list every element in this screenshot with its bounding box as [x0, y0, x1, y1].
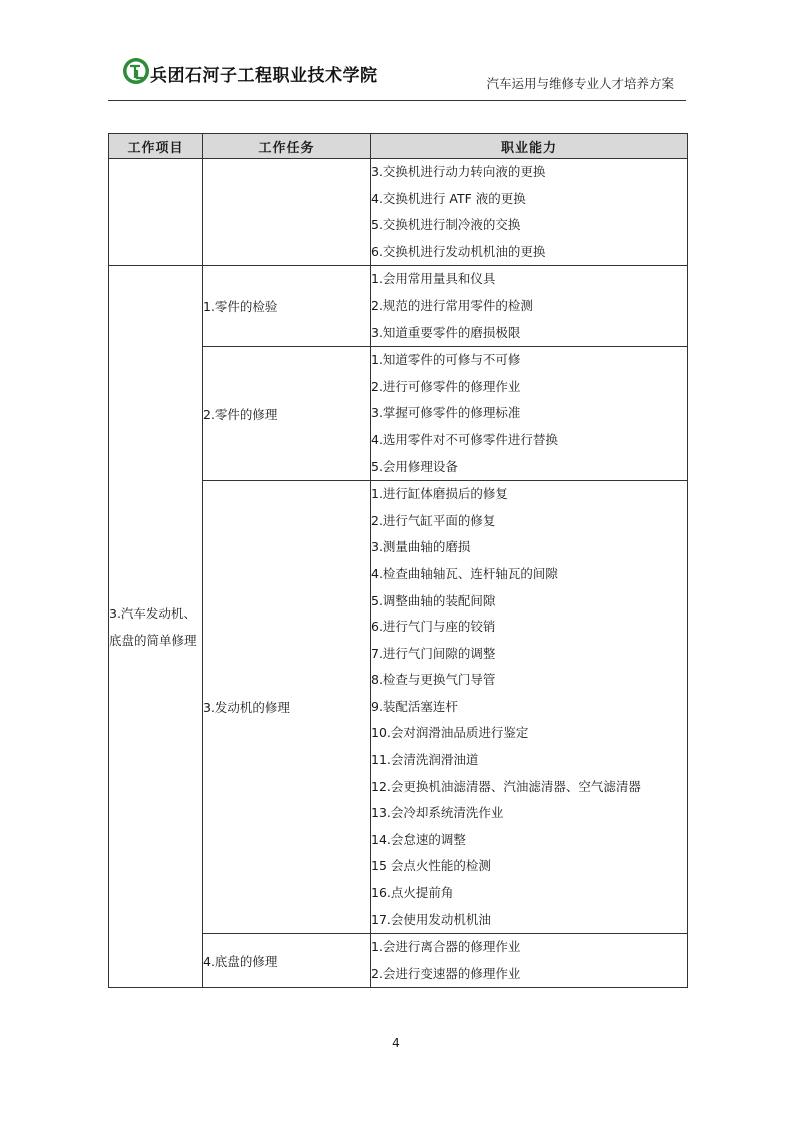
ability-item: 14.会怠速的调整 [371, 831, 466, 847]
ability-item: 2.会进行变速器的修理作业 [371, 965, 521, 981]
table-header-row [109, 134, 688, 159]
ability-item: 15 会点火性能的检测 [371, 858, 491, 874]
ability-cell [371, 347, 688, 481]
header-ability: 职业能力 [371, 134, 688, 159]
header-project: 工作项目 [109, 134, 203, 159]
ability-item: 1.会用常用量具和仪具 [371, 271, 496, 287]
ability-item: 5.会用修理设备 [371, 458, 458, 474]
header-task: 工作任务 [203, 134, 371, 159]
ability-item: 4.检查曲轴轴瓦、连杆轴瓦的间隙 [371, 565, 558, 581]
ability-item: 6.交换机进行发动机机油的更换 [371, 243, 546, 259]
ability-item: 2.规范的进行常用零件的检测 [371, 297, 533, 313]
ability-item: 10.会对润滑油品质进行鉴定 [371, 725, 529, 741]
task-name: 2.零件的修理 [203, 347, 371, 481]
ability-item: 7.进行气门间隙的调整 [371, 645, 496, 661]
ability-item: 2.进行可修零件的修理作业 [371, 378, 521, 394]
document-title: 汽车运用与维修专业人才培养方案 [486, 76, 674, 91]
page-number: 4 [392, 1036, 400, 1050]
task-name: 3.发动机的修理 [203, 481, 371, 934]
ability-item: 6.进行气门与座的铰销 [371, 619, 496, 635]
table-row [109, 266, 688, 347]
ability-item: 13.会冷却系统清洗作业 [371, 805, 504, 821]
project-name: 3.汽车发动机、底盘的简单修理 [109, 266, 203, 988]
ability-item: 3.测量曲轴的磨损 [371, 539, 471, 555]
ability-item: 3.知道重要零件的磨损极限 [371, 324, 521, 340]
table-row [109, 159, 688, 266]
ability-item: 1.知道零件的可修与不可修 [371, 352, 521, 368]
ability-item: 4.选用零件对不可修零件进行替换 [371, 431, 558, 447]
project-cell-empty [109, 159, 203, 266]
ability-item: 1.会进行离合器的修理作业 [371, 939, 521, 955]
ability-item: 11.会清洗润滑油道 [371, 752, 479, 768]
ability-item: 2.进行气缸平面的修复 [371, 512, 496, 528]
school-logo-icon [122, 57, 150, 85]
ability-item: 16.点火提前角 [371, 885, 454, 901]
ability-item: 9.装配活塞连杆 [371, 698, 458, 714]
ability-item: 12.会更换机油滤清器、汽油滤清器、空气滤清器 [371, 778, 641, 794]
ability-item: 4.交换机进行 ATF 液的更换 [371, 190, 526, 206]
ability-item: 17.会使用发动机机油 [371, 911, 491, 927]
ability-item: 5.调整曲轴的装配间隙 [371, 592, 496, 608]
ability-cell [371, 159, 688, 266]
ability-cell [371, 934, 688, 988]
curriculum-table [108, 133, 688, 988]
task-name: 4.底盘的修理 [203, 934, 371, 988]
task-name: 1.零件的检验 [203, 266, 371, 347]
task-cell-empty [203, 159, 371, 266]
ability-cell [371, 266, 688, 347]
ability-item: 3.掌握可修零件的修理标准 [371, 405, 521, 421]
ability-item: 8.检查与更换气门导管 [371, 672, 496, 688]
ability-cell [371, 481, 688, 934]
ability-item: 1.进行缸体磨损后的修复 [371, 486, 508, 502]
page-header [108, 52, 686, 101]
ability-item: 5.交换机进行制冷液的交换 [371, 217, 521, 233]
ability-item: 3.交换机进行动力转向液的更换 [371, 164, 546, 179]
school-name: 兵团石河子工程职业技术学院 [150, 66, 378, 86]
